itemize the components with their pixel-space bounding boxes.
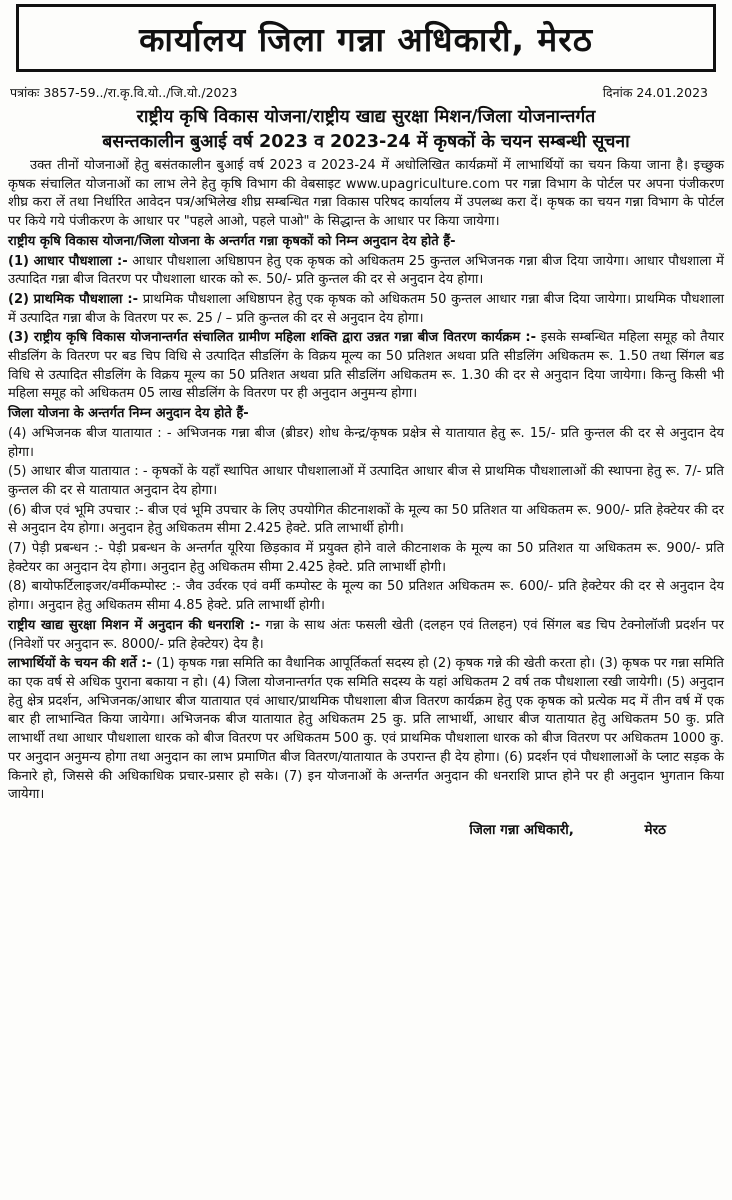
item-7-title: पेड़ी प्रबन्धन :- [31, 541, 104, 557]
item-2-text: प्राथमिक पौधशाला अधिष्ठापन हेतु एक कृषक को अधिकतम 50 कुन्तल आधार गन्ना बीज दिया जायेगा। प्राथमिक पौधशाला में उत्पादित गन्ना बीज के वितरण पर रू. 25 / – प्रति कुन्तल की दर से अनुदान देय होगा। [8, 291, 724, 326]
intro-paragraph: उक्त तीनों योजनाओं हेतु बसंतकालीन बुआई वर्ष 2023 व 2023-24 में अधोलिखित कार्यक्रमों में लाभार्थियों का चयन किया जाना है। इच्छुक कृषक संचालित योजनाओं का लाभ लेने हेतु कृषि विभाग की वेबसाइट www.upagriculture.com पर गन्ना विभाग के पोर्टल पर अपना पंजीकरण शीघ्र करा लें तथा निर्धारित आवेदन पत्र/अभिलेख शीघ्र सम्बन्धित गन्ना विकास परिषद कार्यालय में उपलब्ध करा दें। कृषक का चयन गन्ना विभाग के पोर्टल पर किये गये पंजीकरण के आधार पर "पहले आओ, पहले पाओ" के सिद्धान्त के आधार पर किया जायेगा। [8, 158, 724, 230]
item-6 [8, 502, 724, 539]
item-2-title: प्राथमिक पौधशाला :- [33, 291, 139, 307]
item-1 [8, 253, 724, 290]
item-7-number: (7) [8, 541, 27, 557]
notice-headline [6, 105, 726, 155]
notice-body [6, 157, 726, 841]
item-3 [8, 329, 724, 404]
item-5-text: - कृषकों के यहाँ स्थापित आधार पौधशालाओं में उत्पादित आधार बीज से प्राथमिक पौधशालाओं की स्थापना हेतु रू. 7/- प्रति कुन्तल की दर से यातायात अनुदान देय होगा। [8, 464, 724, 498]
item-7 [8, 540, 724, 577]
nfsm-text: गन्ना के साथ अंतः फसली खेती (दलहन एवं तिलहन) एवं सिंगल बड चिप टेक्नोलॉजी प्रदर्शन पर (निवेशों पर अनुदान रू. 8000/- प्रति हेक्टेयर) देय है। [8, 617, 724, 652]
item-2 [8, 291, 724, 328]
item-7-text: पेड़ी प्रबन्धन के अन्तर्गत यूरिया छिड़काव में प्रयुक्त होने वाले कीटनाशक के मूल्य का 50 प्रतिशत या अधिकतम रू. 900/- प्रति हेक्टेयर का अनुदान देय होगा। अनुदान हेतु अधिकतम सीमा 2.425 हेक्टे. प्रति लाभार्थी होगी। [8, 541, 725, 575]
item-8-text: जैव उर्वरक एवं वर्मी कम्पोस्ट के मूल्य का 50 प्रतिशत अधिकतम रू. 600/- प्रति हेक्टेयर की दर से अनुदान देय होगा। अनुदान हेतु अधिकतम सीमा 4.85 हेक्टे. प्रति लाभार्थी होगी। [8, 579, 724, 614]
signature-line-1: जिला गन्ना अधिकारी, [469, 821, 574, 838]
item-2-number: (2) [8, 291, 30, 307]
headline-line-1: राष्ट्रीय कृषि विकास योजना/राष्ट्रीय खाद्य सुरक्षा मिशन/जिला योजनान्तर्गत [136, 107, 596, 127]
item-5 [8, 463, 724, 500]
masthead-title: कार्यालय जिला गन्ना अधिकारी, मेरठ [16, 4, 716, 72]
headline-line-2: बसन्तकालीन बुआई वर्ष 2023 व 2023-24 में कृषकों के चयन सम्बन्धी सूचना [102, 132, 630, 152]
conditions-text: (1) कृषक गन्ना समिति का वैधानिक आपूर्तिकर्ता सदस्य हो (2) कृषक गन्ने की खेती करता हो। (3) कृषक पर गन्ना समिति का एक वर्ष से अधिक पुराना बकाया न हो। (4) जिला योजनान्तर्गत एक समिति सदस्य के यहां अधिकतम 2 वर्ष तक पौधशाला रखी जायेगी। (5) अनुदान हेतु क्षेत्र प्रदर्शन, अभिजनक/आधार बीज यातायात एवं आधार/प्राथमिक पौधशाला बीज वितरण कार्यक्रम हेतु एक कृषक को प्रत्येक मद में तीन वर्ष में एक बार ही लाभान्वित किया जायेगा। अभिजनक बीज यातायात हेतु अधिकतम 25 कु. प्रति लाभार्थी, आधार बीज यातायात हेतु अधिकतम 50 कु. प्रति लाभार्थी तथा आधार पौधशाला धारक को बीज वितरण पर अधिकतम 500 कु. एवं प्राथमिक पौधशाला धारक को बीज वितरण पर अधिकतम 1000 कु. पर अनुदान अनुमन्य होगा तथा अनुदान का लाभ प्रमाणित बीज वितरण/यातायात के उपरान्त ही देय होगा। (6) प्रदर्शन एवं पौधशालाओं के प्लाट सड़क के किनारे हो, जिससे की अधिकाधिक प्रचार-प्रसार हो सके। (7) इन योजनाओं के अन्तर्गत अनुदान की धनराशि प्राप्त होने पर ही अनुदान भुगतान किया जायेगा। [8, 656, 724, 803]
item-3-number: (3) [8, 330, 30, 346]
nfsm-title: राष्ट्रीय खाद्य सुरक्षा मिशन में अनुदान की धनराशि :- [8, 617, 261, 633]
item-4-title: अभिजनक बीज यातायात : [31, 425, 162, 441]
item-8-title: बायोफर्टिलाइजर/वर्मीकम्पोस्ट :- [31, 579, 181, 595]
notice-date: दिनांक 24.01.2023 [602, 85, 708, 100]
item-6-number: (6) [8, 502, 27, 518]
item-3-text: इसके सम्बन्धित महिला समूह को तैयार सीडलिंग के वितरण पर बड चिप विधि से उत्पादित सीडलिंग के विक्रय मूल्य का 50 प्रतिशत अथवा प्रति सीडलिंग अधिकतम रू. 1.50 तथा सिंगल बड विधि से उत्पादित सीडलिंग के विक्रय मूल्य का 50 प्रतिशत अथवा प्रति सीडलिंग अधिकतम रू. 1.30 की दर से अनुदान दिया जायेगा। किन्तु किसी भी महिला समूह को अधिकतम 05 लाख सीडलिंग के वितरण पर ही अनुदान अनुमन्य होगा। [8, 330, 724, 402]
signature-block [8, 819, 724, 841]
item-1-text: आधार पौधशाला अधिष्ठापन हेतु एक कृषक को अधिकतम 25 कुन्तल अभिजनक गन्ना बीज दिया जायेगा। आधार पौधशाला में उत्पादित गन्ना बीज वितरण पर पौधशाला धारक को रू. 50/- प्रति कुन्तल की दर से अनुदान देय होगा। [8, 253, 724, 288]
item-5-title: आधार बीज यातायात : [30, 464, 139, 480]
item-6-text: बीज एवं भूमि उपचार के लिए उपयोगित कीटनाशकों के मूल्य का 50 प्रतिशत या अधिकतम रू. 900/- प्रति हेक्टेयर की दर से अनुदान देय होगा। अनुदान हेतु अधिकतम सीमा 2.425 हेक्टे. प्रति लाभार्थी होगी। [8, 502, 724, 537]
reference-line [10, 84, 708, 101]
item-1-title: आधार पौधशाला :- [33, 253, 128, 269]
item-5-number: (5) [8, 464, 27, 480]
conditions-title: लाभार्थियों के चयन की शर्ते :- [8, 656, 152, 672]
item-4 [8, 425, 724, 462]
item-3-title: राष्ट्रीय कृषि विकास योजनान्तर्गत संचालित ग्रामीण महिला शक्ति द्वारा उन्नत गन्ना बीज वितरण कार्यक्रम :- [33, 330, 537, 346]
item-8-number: (8) [8, 579, 27, 595]
rkvy-heading: राष्ट्रीय कृषि विकास योजना/जिला योजना के अन्तर्गत गन्ना कृषकों को निम्न अनुदान देय होते हैं- [8, 233, 456, 249]
reference-number: पत्रांकः 3857-59../रा.कृ.वि.यो../जि.यो./2023 [10, 85, 238, 100]
item-6-title: बीज एवं भूमि उपचार :- [30, 502, 144, 518]
conditions-paragraph [8, 655, 724, 805]
district-heading: जिला योजना के अन्तर्गत निम्न अनुदान देय होते हैं- [8, 406, 249, 422]
item-4-text: - अभिजनक गन्ना बीज (ब्रीडर) शोध केन्द्र/कृषक प्रक्षेत्र से यातायात हेतु रू. 15/- प्रति कुन्तल की दर से अनुदान देय होगा। [8, 425, 724, 460]
item-1-number: (1) [8, 253, 30, 269]
item-8 [8, 578, 724, 615]
signature-line-2: मेरठ [644, 821, 666, 838]
item-4-number: (4) [8, 425, 27, 441]
nfsm-paragraph [8, 617, 724, 654]
